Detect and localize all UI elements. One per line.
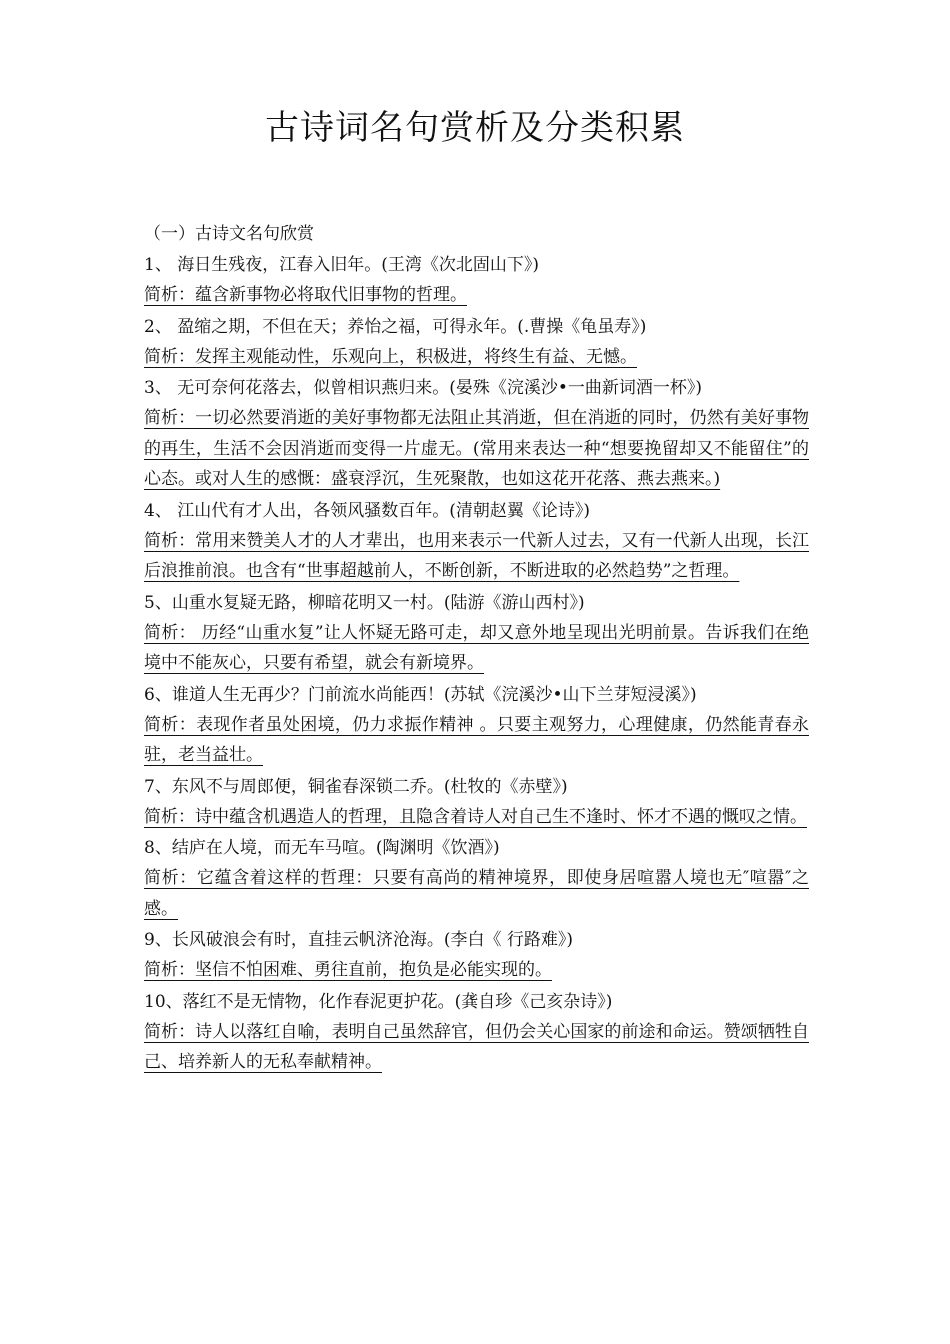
list-item bbox=[144, 589, 809, 679]
analysis-text: 简析：表现作者虽处困境，仍力求振作精神 。只要主观努力，心理健康，仍然能青春永驻，老当益壮。 bbox=[144, 714, 809, 765]
verse-line: 9、长风破浪会有时，直挂云帆济沧海。(李白《 行路难》) bbox=[144, 930, 573, 950]
verse-line: 6、谁道人生无再少？门前流水尚能西！(苏轼《浣溪沙•山下兰芽短浸溪》) bbox=[144, 684, 697, 705]
analysis-text: 简析：一切必然要消逝的美好事物都无法阻止其消逝，但在消逝的同时，仍然有美好事物的再生，生活不会因消逝而变得一片虚无。(常用来表达一种“想要挽留却又不能留住”的心态。或对人生的感慨：盛衰浮沉，生死聚散，也如这花开花落、燕去燕来。) bbox=[144, 408, 809, 489]
analysis-text: 简析：坚信不怕困难、勇往直前，抱负是必能实现的。 bbox=[144, 960, 552, 980]
verse-line: 8、结庐在人境，而无车马喧。(陶渊明《饮酒》) bbox=[144, 838, 500, 858]
document-body bbox=[144, 220, 809, 1080]
verse-line: 5、山重水复疑无路，柳暗花明又一村。(陆游《游山西村》) bbox=[144, 592, 585, 613]
analysis-text: 简析：诗人以落红自喻，表明自己虽然辞官，但仍会关心国家的前途和命运。赞颂牺牲自己、培养新人的无私奉献精神。 bbox=[144, 1021, 809, 1072]
section-heading: （一）古诗文名句欣赏 bbox=[144, 224, 314, 244]
list-item bbox=[144, 926, 809, 986]
list-item bbox=[144, 313, 809, 373]
analysis-text: 简析：常用来赞美人才的人才辈出，也用来表示一代新人过去，又有一代新人出现，长江后浪推前浪。也含有“世事超越前人，不断创新，不断进取的必然趋势”之哲理。 bbox=[144, 530, 809, 581]
verse-line: 1、 海日生残夜，江春入旧年。(王湾《次北固山下》) bbox=[144, 255, 539, 275]
analysis-text: 简析：发挥主观能动性，乐观向上，积极进，将终生有益、无憾。 bbox=[144, 346, 637, 367]
list-item bbox=[144, 374, 809, 495]
list-item bbox=[144, 988, 809, 1078]
list-item bbox=[144, 681, 809, 771]
list-item bbox=[144, 773, 809, 833]
list-item bbox=[144, 834, 809, 924]
verse-line: 3、 无可奈何花落去，似曾相识燕归来。(晏殊《浣溪沙•一曲新词酒一杯》) bbox=[144, 378, 703, 398]
list-item bbox=[144, 251, 809, 311]
page-title: 古诗词名句赏析及分类积累 bbox=[265, 108, 685, 148]
analysis-text: 简析：它蕴含着这样的哲理：只要有高尚的精神境界，即使身居喧嚣人境也无″喧嚣″之感。 bbox=[144, 868, 809, 919]
analysis-text: 简析：诗中蕴含机遇造人的哲理，且隐含着诗人对自己生不逢时、怀才不遇的慨叹之情。 bbox=[144, 806, 807, 827]
verse-line: 4、 江山代有才人出，各领风骚数百年。(清朝赵翼《论诗》) bbox=[144, 500, 590, 521]
analysis-text: 简析：蕴含新事物必将取代旧事物的哲理。 bbox=[144, 285, 467, 305]
list-item bbox=[144, 497, 809, 587]
analysis-text: 简析： 历经“山重水复”让人怀疑无路可走，却又意外地呈现出光明前景。告诉我们在绝境中不能灰心，只要有希望，就会有新境界。 bbox=[144, 622, 809, 673]
verse-line: 10、落红不是无情物，化作春泥更护花。(龚自珍《己亥杂诗》) bbox=[144, 991, 613, 1012]
verse-line: 2、 盈缩之期，不但在天；养怡之福，可得永年。(.曹操《龟虽寿》) bbox=[144, 316, 647, 337]
verse-line: 7、东风不与周郎便，铜雀春深锁二乔。(杜牧的《赤壁》) bbox=[144, 776, 568, 797]
